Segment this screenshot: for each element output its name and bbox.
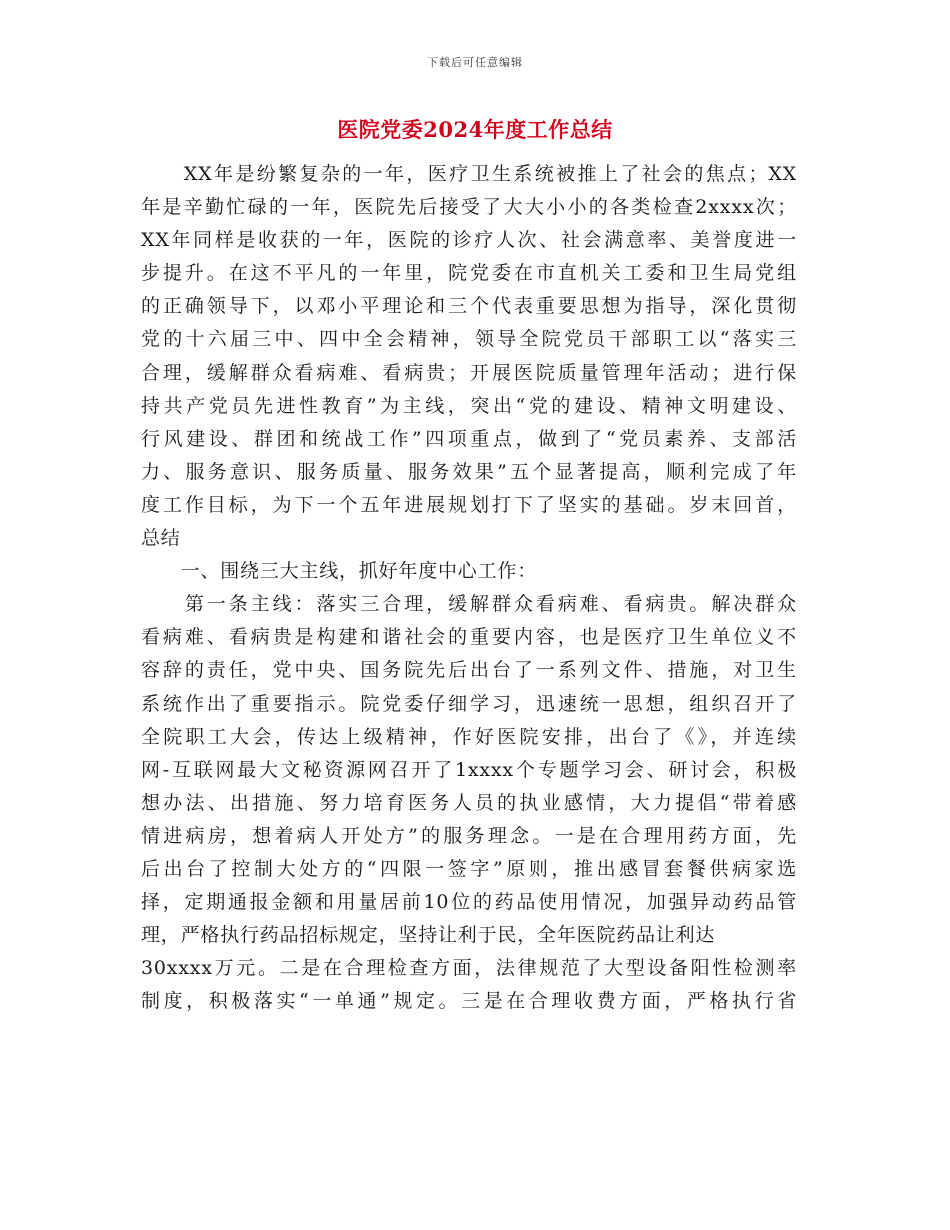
text-line: 年是辛勤忙碌的一年，医院先后接受了大大小小的各类检查2xxxx次； [141,196,797,219]
text-line: 系统作出了重要指示。院党委仔细学习，迅速统一思想，组织召开了 [141,692,797,715]
text-line: 行风建设、群团和统战工作”四项重点，做到了“党员素养、支部活 [141,427,797,450]
text-line: 看病难、看病贵是构建和谐社会的重要内容，也是医疗卫生单位义不 [141,626,797,649]
document-title: 医院党委2024年度工作总结 [337,117,613,142]
text-line: 择，定期通报金额和用量居前10位的药品使用情况，加强异动药品管 [141,891,797,914]
text-line: 度工作目标，为下一个五年进展规划打下了坚实的基础。岁末回首， [141,493,797,516]
text-line: 党的十六届三中、四中全会精神，领导全院党员干部职工以“落实三 [141,328,797,351]
text-line: 容辞的责任，党中央、国务院先后出台了一系列文件、措施，对卫生 [141,659,797,682]
text-line: 情进病房，想着病人开处方”的服务理念。一是在合理用药方面，先 [141,824,797,847]
text-line: 总结 [141,527,181,550]
text-line: 想办法、出措施、努力培育医务人员的执业感情，大力提倡“带着感 [141,791,797,814]
text-line: 全院职工大会，传达上级精神，作好医院安排，出台了《》，并连续 [141,725,797,748]
text-line: 网-互联网最大文秘资源网召开了1xxxx个专题学习会、研讨会，积极 [141,758,797,781]
header-note: 下载后可任意编辑 [427,56,523,69]
text-line: 制度，积极落实“一单通”规定。三是在合理收费方面，严格执行省 [141,990,797,1013]
text-line: XX年同样是收获的一年，医院的诊疗人次、社会满意率、美誉度进一 [141,229,797,252]
text-line: 步提升。在这不平凡的一年里，院党委在市直机关工委和卫生局党组 [141,262,797,285]
text-line: 一、围绕三大主线，抓好年度中心工作： [141,560,538,583]
text-line: 持共产党员先进性教育”为主线，突出“党的建设、精神文明建设、 [141,394,797,417]
text-line: 30xxxx万元。二是在合理检查方面，法律规范了大型设备阳性检测率 [141,957,797,980]
text-line: 第一条主线：落实三合理，缓解群众看病难、看病贵。解决群众 [141,593,797,616]
text-line: 的正确领导下，以邓小平理论和三个代表重要思想为指导，深化贯彻 [141,295,797,318]
text-line: 合理，缓解群众看病难、看病贵；开展医院质量管理年活动；进行保 [141,361,797,384]
text-line: 力、服务意识、服务质量、服务效果”五个显著提高，顺利完成了年 [141,460,797,483]
text-line: 后出台了控制大处方的“四限一签字”原则，推出感冒套餐供病家选 [141,857,797,880]
text-line: XX年是纷繁复杂的一年，医疗卫生系统被推上了社会的焦点；XX [141,163,797,185]
text-line: 理，严格执行药品招标规定，坚持让利于民，全年医院药品让利达 [141,924,716,947]
document-body [141,158,797,1018]
